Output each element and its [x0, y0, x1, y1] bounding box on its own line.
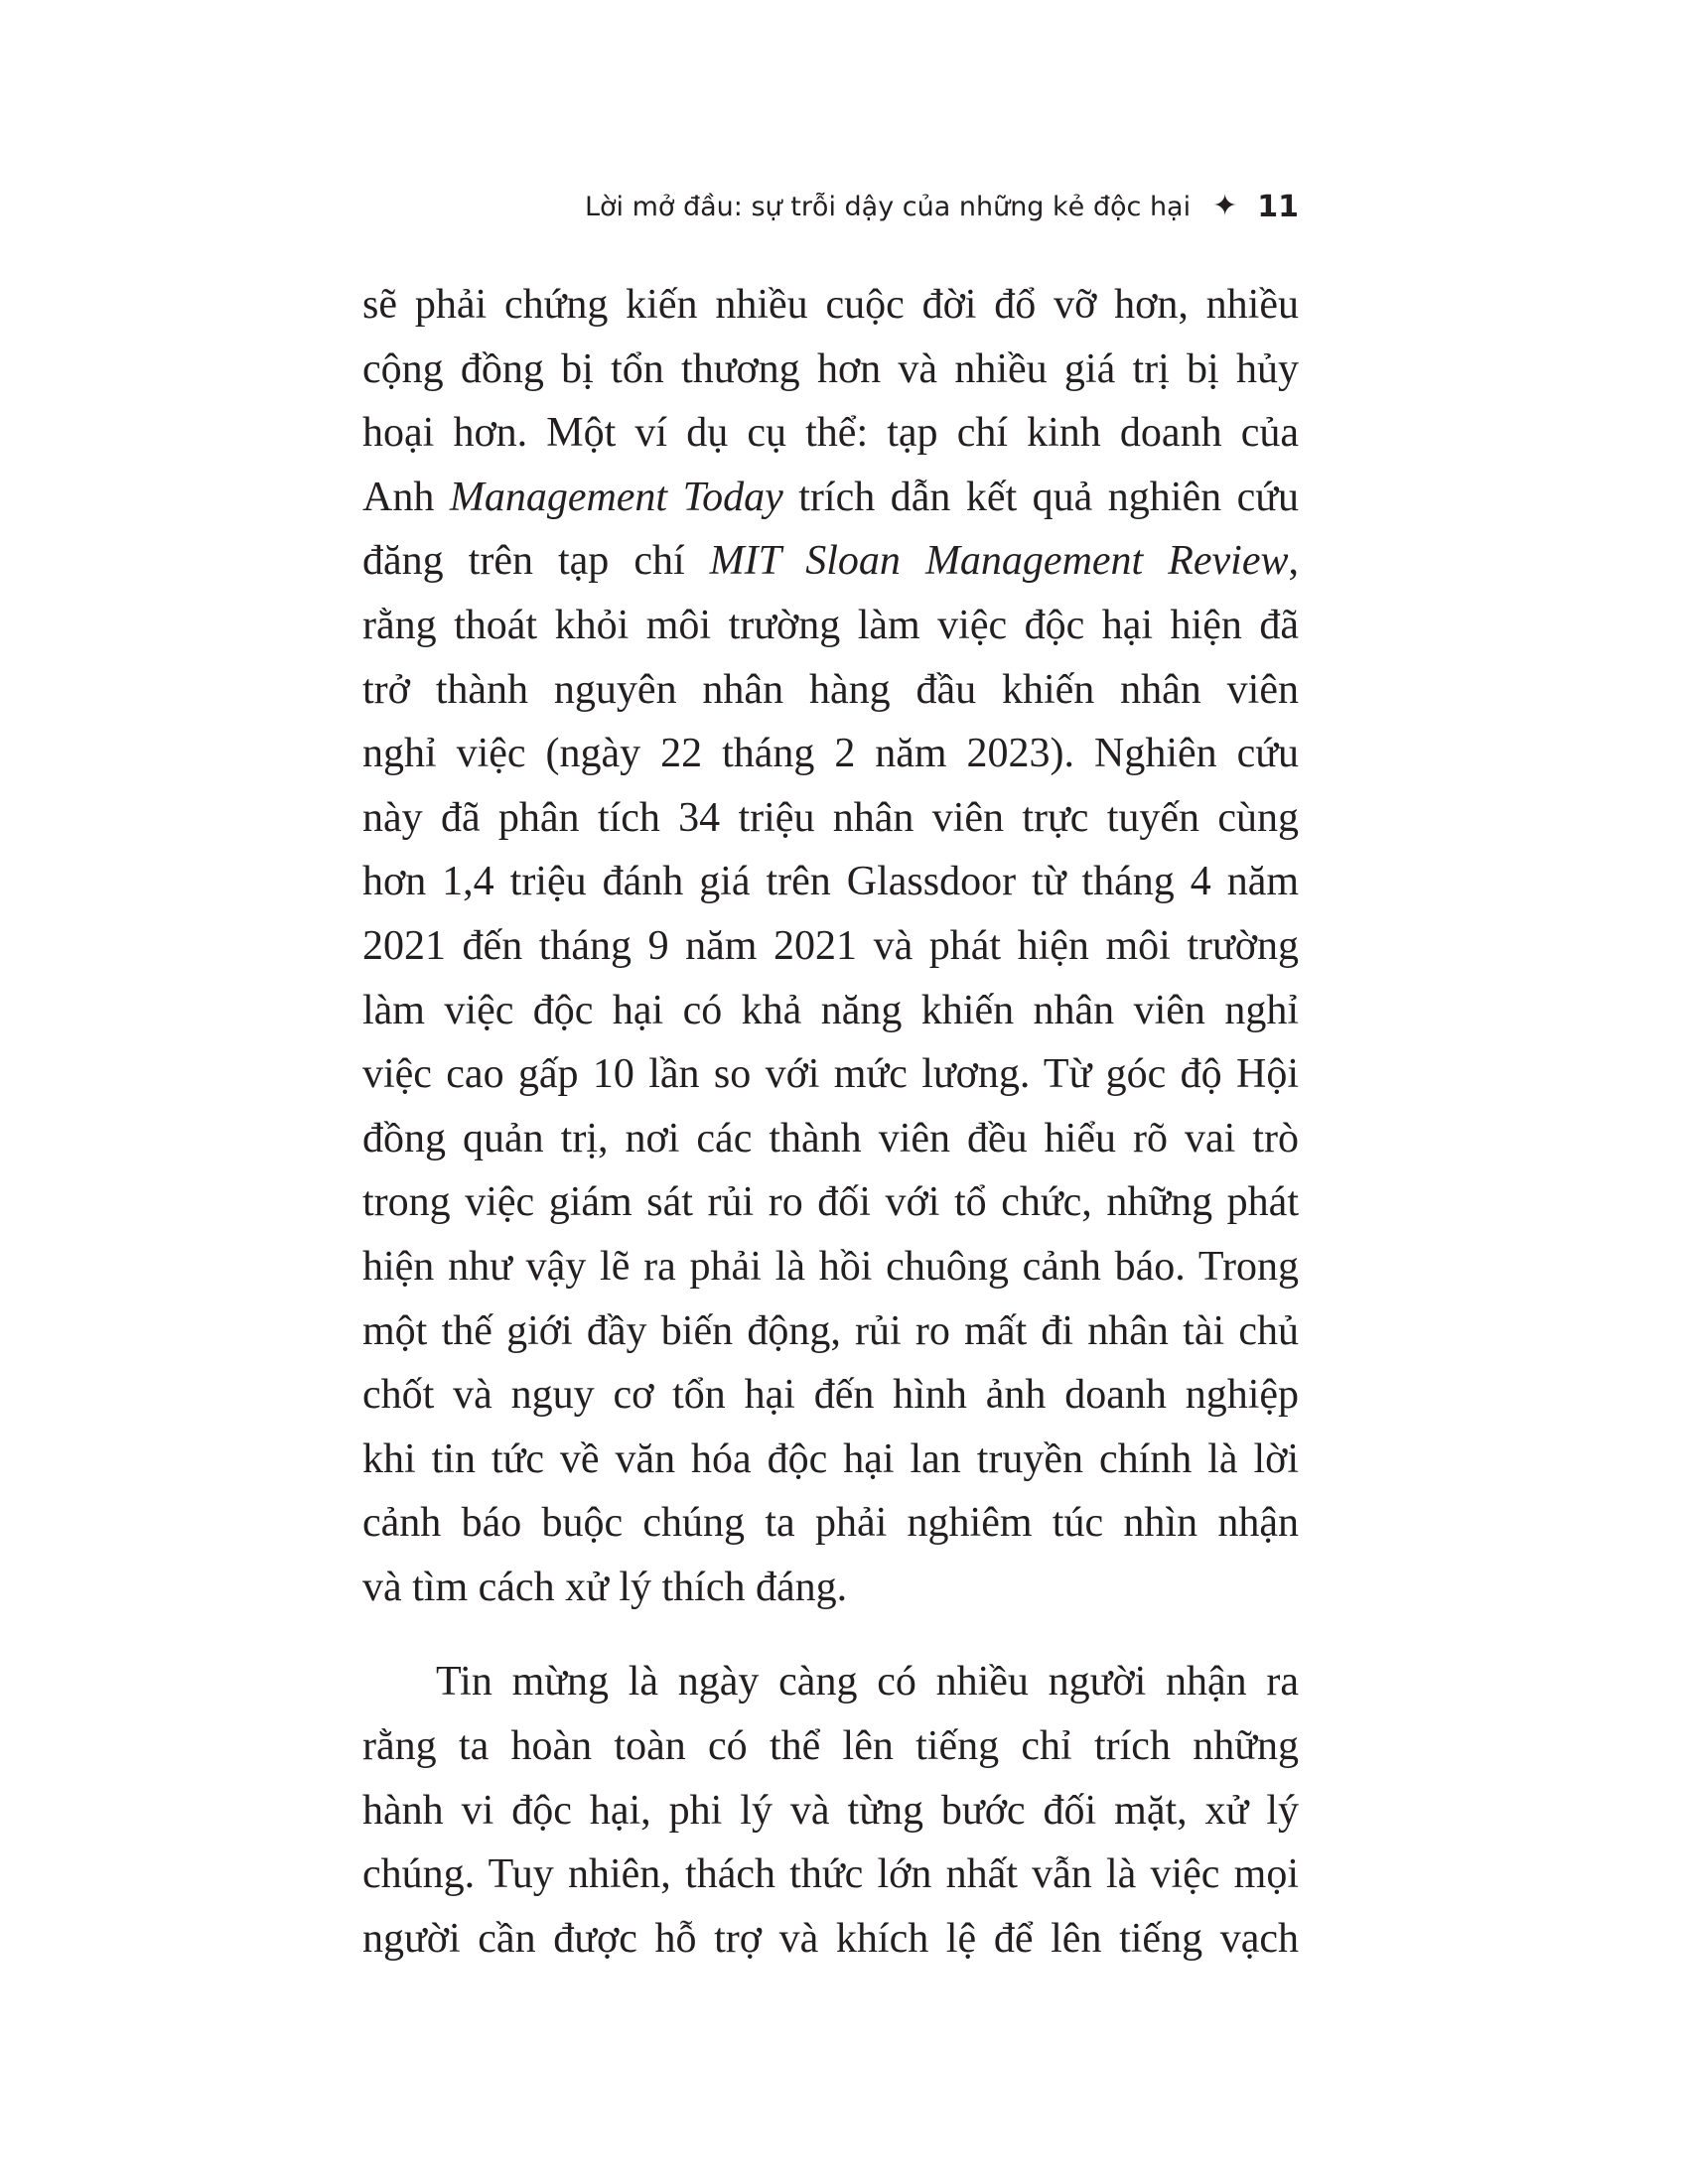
text-line: 2021 đến tháng 9 năm 2021 và phát hiện môi trường [362, 922, 1299, 969]
journal-title: MIT Sloan Management Review [709, 538, 1289, 585]
text-line: hiện như vậy lẽ ra phải là hồi chuông cảnh báo. Trong [362, 1243, 1299, 1290]
chapter-title: Lời mở đầu: sự trỗi dậy của những kẻ độc hại [584, 191, 1192, 222]
text-line: chốt và nguy cơ tổn hại đến hình ảnh doanh nghiệp [362, 1372, 1299, 1419]
text-line: này đã phân tích 34 triệu nhân viên trực tuyến cùng [362, 794, 1299, 841]
text-line: làm việc độc hại có khả năng khiến nhân viên nghỉ [362, 987, 1299, 1033]
text-line: Tin mừng là ngày càng có nhiều người nhận ra [436, 1659, 1299, 1706]
running-header [585, 179, 1299, 234]
text-line: hành vi độc hại, phi lý và từng bước đối mặt, xử lý [362, 1787, 1299, 1834]
text-line: sẽ phải chứng kiến nhiều cuộc đời đổ vỡ hơn, nhiều [362, 282, 1299, 328]
text-line: cảnh báo buộc chúng ta phải nghiêm túc nhìn nhận [362, 1500, 1299, 1547]
text-line: hơn 1,4 triệu đánh giá trên Glassdoor từ tháng 4 năm [362, 859, 1299, 905]
text-line: hoại hơn. Một ví dụ cụ thể: tạp chí kinh doanh của [362, 410, 1299, 457]
text-line: và tìm cách xử lý thích đáng. [362, 1564, 848, 1610]
text-line: rằng ta hoàn toàn có thể lên tiếng chỉ trích những [362, 1723, 1299, 1770]
paragraph [362, 1650, 1299, 1971]
paragraph [362, 273, 1299, 1619]
text-line: người cần được hỗ trợ và khích lệ để lên tiếng vạch [362, 1915, 1299, 1962]
magazine-title: Management Today [449, 474, 783, 520]
text-line: việc cao gấp 10 lần so với mức lương. Từ góc độ Hội [362, 1051, 1299, 1098]
text-line: đăng trên tạp chí MIT Sloan Management Review, [362, 538, 1299, 585]
page-number: 11 [1257, 189, 1299, 224]
text-line: cộng đồng bị tổn thương hơn và nhiều giá trị bị hủy [362, 345, 1299, 392]
text-line: đồng quản trị, nơi các thành viên đều hiểu rõ vai trò [362, 1115, 1299, 1161]
body-text [362, 273, 1299, 1971]
text-line: khi tin tức về văn hóa độc hại lan truyền chính là lời [362, 1435, 1299, 1482]
text-line: chúng. Tuy nhiên, thách thức lớn nhất vẫn là việc mọi [362, 1851, 1299, 1898]
text-line: nghỉ việc (ngày 22 tháng 2 năm 2023). Nghiên cứu [362, 731, 1299, 777]
text-line: một thế giới đầy biến động, rủi ro mất đi nhân tài chủ [362, 1307, 1299, 1354]
text-line: trở thành nguyên nhân hàng đầu khiến nhân viên [362, 666, 1299, 713]
text-line: trong việc giám sát rủi ro đối với tổ chức, những phát [362, 1179, 1299, 1226]
text-line: rằng thoát khỏi môi trường làm việc độc hại hiện đã [362, 602, 1299, 648]
text-line: Anh Management Today trích dẫn kết quả nghiên cứu [362, 474, 1299, 520]
star-ornament-icon: ✦ [1212, 189, 1238, 223]
